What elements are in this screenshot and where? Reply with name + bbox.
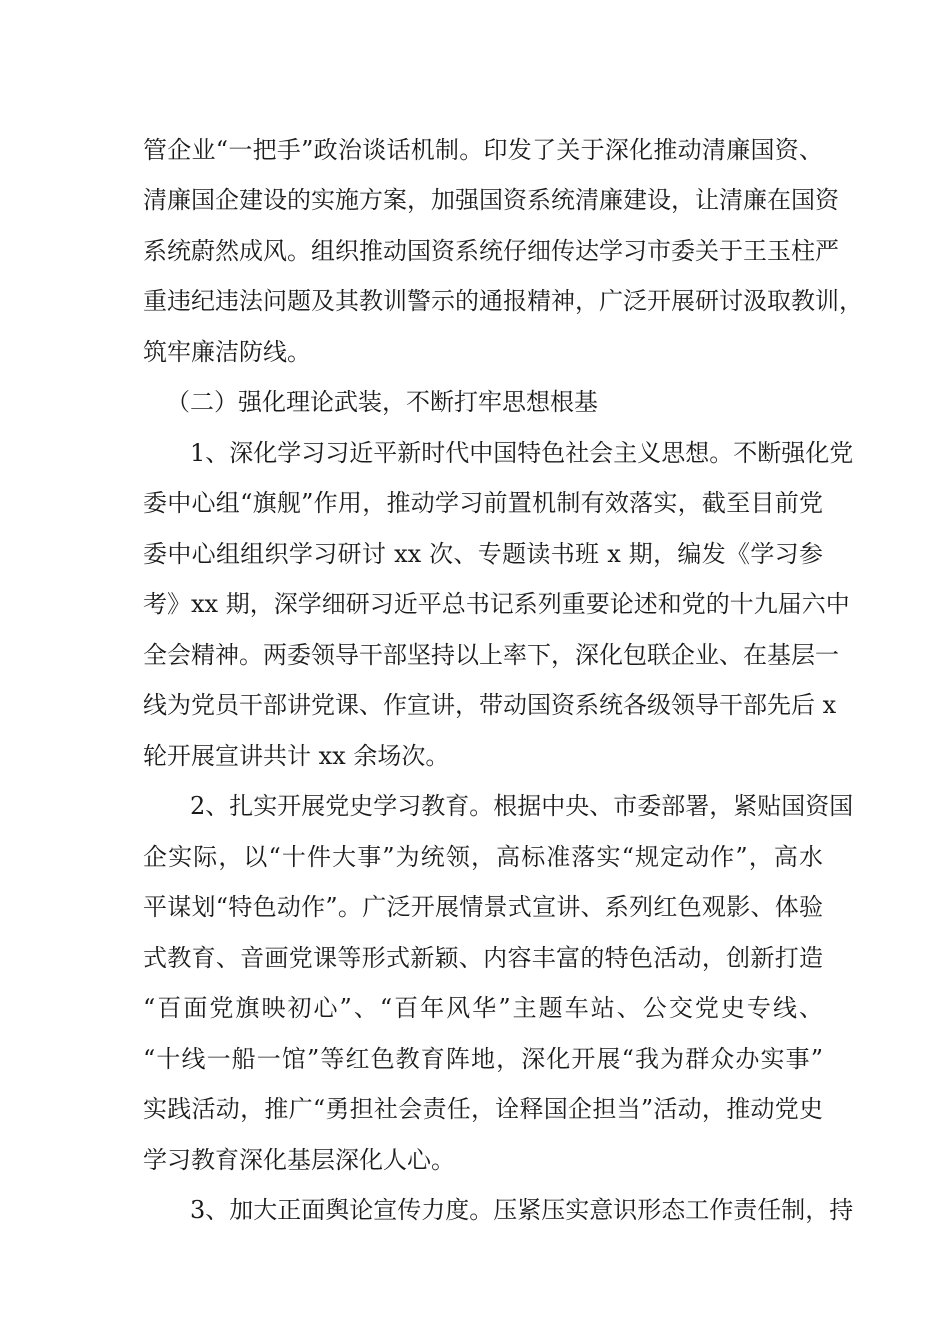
text-line: 1、深化学习习近平新时代中国特色社会主义思想。不断强化党 <box>190 439 854 467</box>
text-line: “十线一船一馆”等红色教育阵地，深化开展“我为群众办实事” <box>143 1045 823 1073</box>
text-line: 筑牢廉洁防线。 <box>143 338 311 366</box>
text-line: “百面党旗映初心”、“百年风华”主题车站、公交党史专线、 <box>143 994 823 1022</box>
text-line: 实践活动，推广“勇担社会责任，诠释国企担当”活动，推动党史 <box>143 1095 823 1123</box>
text-line: 系统蔚然成风。组织推动国资系统仔细传达学习市委关于王玉柱严 <box>143 237 839 265</box>
section-heading: （二）强化理论武装，不断打牢思想根基 <box>166 388 598 416</box>
text-line: 全会精神。两委领导干部坚持以上率下，深化包联企业、在基层一 <box>143 641 839 669</box>
text-line: 企实际，以“十件大事”为统领，高标准落实“规定动作”，高水 <box>143 843 823 871</box>
text-line: 委中心组“旗舰”作用，推动学习前置机制有效落实，截至目前党 <box>143 489 823 517</box>
text-line: 重违纪违法问题及其教训警示的通报精神，广泛开展研讨汲取教训， <box>143 287 863 315</box>
text-line: 式教育、音画党课等形式新颖、内容丰富的特色活动，创新打造 <box>143 944 823 972</box>
text-line: 平谋划“特色动作”。广泛开展情景式宣讲、系列红色观影、体验 <box>143 893 823 921</box>
text-line: 轮开展宣讲共计 xx 余场次。 <box>143 742 450 770</box>
text-line: 3、加大正面舆论宣传力度。压紧压实意识形态工作责任制，持 <box>190 1196 854 1224</box>
text-line: 考》xx 期，深学细研习近平总书记系列重要论述和党的十九届六中 <box>143 590 850 618</box>
text-line: 委中心组组织学习研讨 xx 次、专题读书班 x 期，编发《学习参 <box>143 540 823 568</box>
text-line: 学习教育深化基层深化人心。 <box>143 1146 455 1174</box>
text-line: 线为党员干部讲党课、作宣讲，带动国资系统各级领导干部先后 x <box>143 691 837 719</box>
text-line: 清廉国企建设的实施方案，加强国资系统清廉建设，让清廉在国资 <box>143 186 839 214</box>
text-line: 2、扎实开展党史学习教育。根据中央、市委部署，紧贴国资国 <box>190 792 854 820</box>
text-line: 管企业“一把手”政治谈话机制。印发了关于深化推动清廉国资、 <box>143 136 823 164</box>
